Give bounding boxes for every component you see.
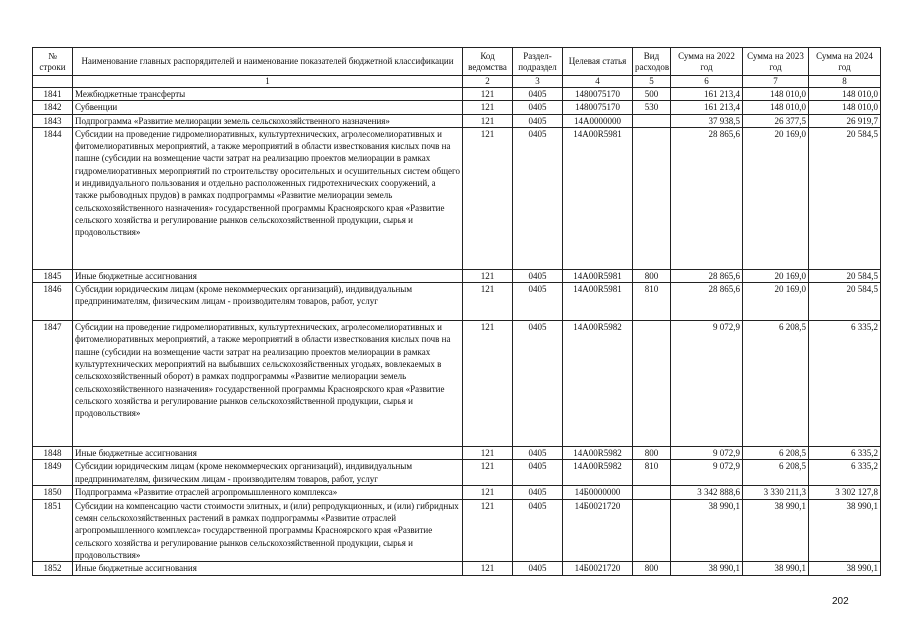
- row-number: 1843: [33, 114, 73, 127]
- row-section: 0405: [513, 486, 563, 499]
- row-name: Субсидии юридическим лицам (кроме некоммерческих организаций), индивидуальным предпринимателям, физическим лицам - производителям товаров, работ, услуг: [73, 460, 463, 486]
- row-section: 0405: [513, 321, 563, 447]
- row-dept-code: 121: [463, 269, 513, 282]
- table-row: [33, 499, 881, 561]
- row-expense-type: [633, 127, 671, 269]
- row-sum-2023: 6 208,5: [743, 460, 809, 486]
- row-expense-type: 800: [633, 562, 671, 575]
- table-row: [33, 114, 881, 127]
- column-number: 4: [563, 76, 633, 88]
- row-sum-2024: 20 584,5: [809, 127, 881, 269]
- row-sum-2022: 9 072,9: [671, 460, 743, 486]
- row-expense-type: 800: [633, 447, 671, 460]
- row-number: 1850: [33, 486, 73, 499]
- row-section: 0405: [513, 499, 563, 561]
- row-sum-2023: 6 208,5: [743, 321, 809, 447]
- row-sum-2022: 38 990,1: [671, 562, 743, 575]
- row-expense-type: 810: [633, 283, 671, 321]
- row-expense-type: [633, 499, 671, 561]
- row-number: 1848: [33, 447, 73, 460]
- row-sum-2024: 6 335,2: [809, 321, 881, 447]
- page-number: 202: [832, 596, 849, 607]
- row-target: 14А00R5981: [563, 283, 633, 321]
- row-section: 0405: [513, 562, 563, 575]
- table-row: [33, 486, 881, 499]
- column-number: 1: [73, 76, 463, 88]
- row-dept-code: 121: [463, 283, 513, 321]
- row-name: Субсидии на компенсацию части стоимости элитных, и (или) репродукционных, и (или) гибридных семян сельскохозяйственных растений в рамках подпрограммы «Развитие отраслей агропромышленного комплекса» государственной программы Красноярского края «Развитие сельского хозяйства и регулирование рынков сельскохозяйственной продукции, сырья и продовольствия»: [73, 499, 463, 561]
- table-row: [33, 447, 881, 460]
- row-expense-type: [633, 321, 671, 447]
- row-dept-code: 121: [463, 486, 513, 499]
- header-target: Целевая статья: [563, 48, 633, 76]
- row-sum-2023: 38 990,1: [743, 562, 809, 575]
- column-number: [33, 76, 73, 88]
- table-row: [33, 460, 881, 486]
- row-target: 14А00R5982: [563, 460, 633, 486]
- row-sum-2023: 20 169,0: [743, 127, 809, 269]
- header-sum-2024: Сумма на 2024 год: [809, 48, 881, 76]
- table-row: [33, 269, 881, 282]
- row-sum-2024: 20 584,5: [809, 283, 881, 321]
- column-number: 7: [743, 76, 809, 88]
- row-sum-2022: 9 072,9: [671, 447, 743, 460]
- header-expense-type: Вид расходов: [633, 48, 671, 76]
- row-sum-2023: 6 208,5: [743, 447, 809, 460]
- row-name: Межбюджетные трансферты: [73, 88, 463, 101]
- table-row: [33, 562, 881, 575]
- row-sum-2022: 28 865,6: [671, 127, 743, 269]
- row-number: 1842: [33, 101, 73, 114]
- column-number: 2: [463, 76, 513, 88]
- row-name: Иные бюджетные ассигнования: [73, 447, 463, 460]
- row-sum-2024: 148 010,0: [809, 101, 881, 114]
- row-sum-2024: 38 990,1: [809, 499, 881, 561]
- row-section: 0405: [513, 127, 563, 269]
- table-row: [33, 321, 881, 447]
- row-number: 1852: [33, 562, 73, 575]
- row-section: 0405: [513, 101, 563, 114]
- row-sum-2022: 38 990,1: [671, 499, 743, 561]
- row-sum-2024: 26 919,7: [809, 114, 881, 127]
- row-number: 1844: [33, 127, 73, 269]
- row-sum-2024: 3 302 127,8: [809, 486, 881, 499]
- header-row-num: № строки: [33, 48, 73, 76]
- row-target: 14Б0021720: [563, 562, 633, 575]
- column-number: 5: [633, 76, 671, 88]
- row-sum-2023: 20 169,0: [743, 283, 809, 321]
- row-dept-code: 121: [463, 88, 513, 101]
- row-sum-2022: 28 865,6: [671, 283, 743, 321]
- row-sum-2022: 161 213,4: [671, 88, 743, 101]
- table-row: [33, 283, 881, 321]
- row-number: 1849: [33, 460, 73, 486]
- row-sum-2022: 9 072,9: [671, 321, 743, 447]
- row-number: 1851: [33, 499, 73, 561]
- column-number-row: [33, 76, 881, 88]
- row-name: Субвенции: [73, 101, 463, 114]
- row-sum-2024: 6 335,2: [809, 460, 881, 486]
- row-number: 1841: [33, 88, 73, 101]
- row-number: 1847: [33, 321, 73, 447]
- row-name: Субсидии на проведение гидромелиоративных, культуртехнических, агролесомелиоративных и фитомелиоративных мероприятий, а также мероприятий в области известкования кислых почв на пашне (субсидии на возмещение части затрат на реализацию проектов мелиорации в рамках культуртехнических мероприятий на выбывших сельскохозяйственных угодьях, вовлекаемых в сельскохозяйственный оборот) в рамках подпрограммы «Развитие мелиорации земель сельскохозяйственного назначения» государственной программы Красноярского края «Развитие сельского хозяйства и регулирование рынков сельскохозяйственной продукции, сырья и продовольствия»: [73, 321, 463, 447]
- row-expense-type: [633, 486, 671, 499]
- column-number: 3: [513, 76, 563, 88]
- row-number: 1845: [33, 269, 73, 282]
- row-expense-type: 810: [633, 460, 671, 486]
- row-target: 1480075170: [563, 88, 633, 101]
- row-sum-2024: 148 010,0: [809, 88, 881, 101]
- row-dept-code: 121: [463, 114, 513, 127]
- row-number: 1846: [33, 283, 73, 321]
- row-expense-type: 530: [633, 101, 671, 114]
- row-target: 14А00R5981: [563, 127, 633, 269]
- row-name: Субсидии юридическим лицам (кроме некоммерческих организаций), индивидуальным предпринимателям, физическим лицам - производителям товаров, работ, услуг: [73, 283, 463, 321]
- row-sum-2022: 37 938,5: [671, 114, 743, 127]
- row-target: 14Б0000000: [563, 486, 633, 499]
- row-section: 0405: [513, 88, 563, 101]
- row-dept-code: 121: [463, 460, 513, 486]
- header-sum-2023: Сумма на 2023 год: [743, 48, 809, 76]
- table-row: [33, 101, 881, 114]
- column-number: 6: [671, 76, 743, 88]
- row-dept-code: 121: [463, 447, 513, 460]
- row-sum-2023: 38 990,1: [743, 499, 809, 561]
- row-section: 0405: [513, 269, 563, 282]
- row-name: Подпрограмма «Развитие мелиорации земель сельскохозяйственного назначения»: [73, 114, 463, 127]
- row-dept-code: 121: [463, 127, 513, 269]
- row-dept-code: 121: [463, 321, 513, 447]
- table-row: [33, 127, 881, 269]
- row-sum-2023: 148 010,0: [743, 88, 809, 101]
- row-target: 14Б0021720: [563, 499, 633, 561]
- row-sum-2024: 6 335,2: [809, 447, 881, 460]
- row-dept-code: 121: [463, 499, 513, 561]
- budget-table: [32, 47, 881, 576]
- row-dept-code: 121: [463, 562, 513, 575]
- header-row: [33, 48, 881, 76]
- row-target: 14А00R5981: [563, 269, 633, 282]
- header-name: Наименование главных распорядителей и наименование показателей бюджетной классификации: [73, 48, 463, 76]
- row-sum-2023: 26 377,5: [743, 114, 809, 127]
- header-dept-code: Код ведомства: [463, 48, 513, 76]
- row-sum-2023: 148 010,0: [743, 101, 809, 114]
- row-target: 14А0000000: [563, 114, 633, 127]
- row-section: 0405: [513, 447, 563, 460]
- row-section: 0405: [513, 114, 563, 127]
- row-expense-type: 800: [633, 269, 671, 282]
- row-sum-2022: 3 342 888,6: [671, 486, 743, 499]
- row-sum-2024: 38 990,1: [809, 562, 881, 575]
- row-section: 0405: [513, 283, 563, 321]
- row-sum-2022: 161 213,4: [671, 101, 743, 114]
- row-sum-2022: 28 865,6: [671, 269, 743, 282]
- row-section: 0405: [513, 460, 563, 486]
- header-sum-2022: Сумма на 2022 год: [671, 48, 743, 76]
- row-expense-type: [633, 114, 671, 127]
- row-dept-code: 121: [463, 101, 513, 114]
- row-target: 14А00R5982: [563, 321, 633, 447]
- row-expense-type: 500: [633, 88, 671, 101]
- column-number: 8: [809, 76, 881, 88]
- row-name: Иные бюджетные ассигнования: [73, 269, 463, 282]
- row-sum-2023: 20 169,0: [743, 269, 809, 282]
- header-section: Раздел-подраздел: [513, 48, 563, 76]
- row-target: 14А00R5982: [563, 447, 633, 460]
- row-name: Подпрограмма «Развитие отраслей агропромышленного комплекса»: [73, 486, 463, 499]
- row-sum-2024: 20 584,5: [809, 269, 881, 282]
- row-name: Субсидии на проведение гидромелиоративных, культуртехнических, агролесомелиоративных и фитомелиоративных мероприятий, а также мероприятий в области известкования кислых почв на пашне (субсидии на возмещение части затрат на реализацию проектов мелиорации в рамках гидромелиоративных мероприятий по строительству оросительных и осушительных систем общего и индивидуального пользования и отдельно расположенных гидротехнических сооружений, а также рыбоводных прудов) в рамках подпрограммы «Развитие мелиорации земель сельскохозяйственного назначения» государственной программы Красноярского края «Развитие сельского хозяйства и регулирование рынков сельскохозяйственной продукции, сырья и продовольствия»: [73, 127, 463, 269]
- row-sum-2023: 3 330 211,3: [743, 486, 809, 499]
- row-name: Иные бюджетные ассигнования: [73, 562, 463, 575]
- row-target: 1480075170: [563, 101, 633, 114]
- table-row: [33, 88, 881, 101]
